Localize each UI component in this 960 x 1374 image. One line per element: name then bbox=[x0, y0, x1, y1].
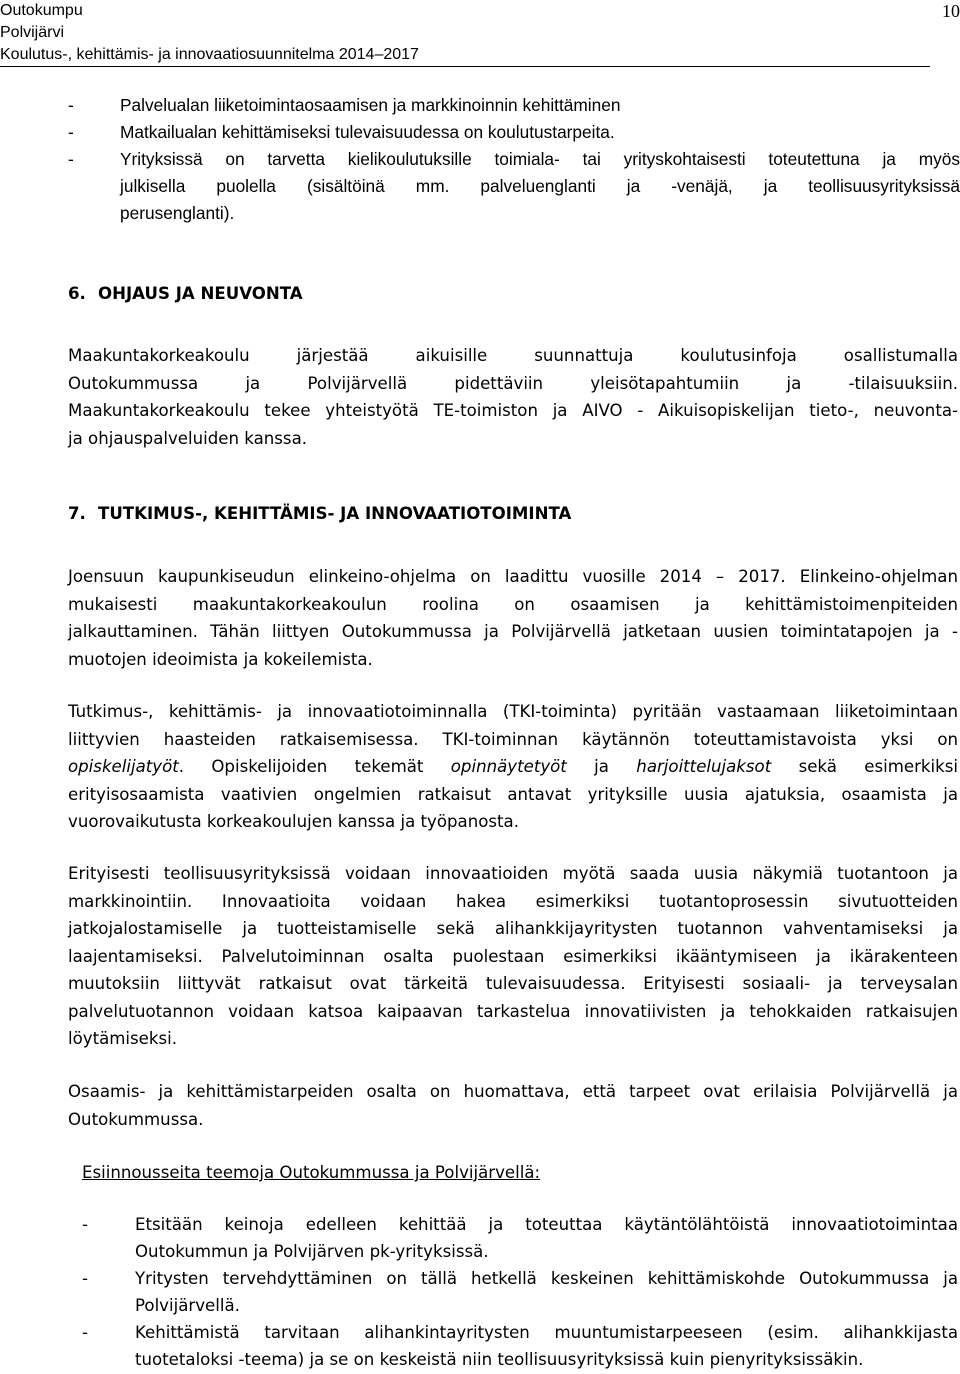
section-number: 6. bbox=[68, 284, 86, 303]
paragraph-line: Tutkimus-, kehittämis- ja innovaatiotoiminnalla (TKI-toiminta) pyritään vastaamaan liiketoimintaan bbox=[68, 702, 958, 721]
section-7-paragraph-2 bbox=[68, 698, 958, 836]
section-heading-7 bbox=[68, 502, 571, 526]
list-item-text: Outokummun ja Polvijärven pk-yrityksissä. bbox=[135, 1242, 489, 1261]
list-dash: - bbox=[68, 149, 74, 169]
section-7-paragraph-1 bbox=[68, 563, 958, 673]
paragraph-line: muutoksiin liittyvät ratkaisut ovat tärkeitä tulevaisuudessa. Erityisesti sosiaali- ja terveysalan bbox=[68, 974, 958, 993]
paragraph-line: Osaamis- ja kehittämistarpeiden osalta on huomattava, että tarpeet ovat erilaisia Polvijärvellä ja bbox=[68, 1082, 958, 1101]
section-title: OHJAUS JA NEUVONTA bbox=[98, 284, 303, 303]
paragraph-line: Maakuntakorkeakoulu tekee yhteistyötä TE-toimiston ja AIVO - Aikuisopiskelijan tieto-, neuvonta- bbox=[68, 401, 958, 420]
list-item bbox=[68, 119, 960, 146]
paragraph-line: liittyvien haasteiden ratkaisemisessa. TKI-toiminnan käytännön toteuttamistavoista yksi on bbox=[68, 729, 958, 749]
header-divider bbox=[0, 66, 930, 67]
themes-list bbox=[82, 1211, 958, 1373]
list-item-text: Kehittämistä tarvitaan alihankintayritysten muuntumistarpeeseen (esim. alihankkijasta bbox=[135, 1323, 958, 1342]
paragraph-line: Outokummussa ja Polvijärvellä pidettäviin yleisötapahtumiin ja -tilaisuuksiin. bbox=[68, 373, 958, 393]
paragraph-line: mukaisesti maakuntakorkeakoulun roolina on osaamisen ja kehittämistoimenpiteiden bbox=[68, 594, 958, 614]
list-item-text: Etsitään keinoja edelleen kehittää ja toteuttaa käytäntölähtöistä innovaatiotoimintaa bbox=[135, 1215, 958, 1234]
list-dash: - bbox=[68, 122, 74, 142]
list-item bbox=[82, 1211, 958, 1265]
section-title: TUTKIMUS-, KEHITTÄMIS- JA INNOVAATIOTOIMINTA bbox=[98, 504, 572, 523]
paragraph-line: löytämiseksi. bbox=[68, 1029, 178, 1048]
paragraph-line: Joensuun kaupunkiseudun elinkeino-ohjelma on laadittu vuosille 2014 – 2017. Elinkeino-ohjelman bbox=[68, 567, 958, 586]
list-item-text: Palvelualan liiketoimintaosaamisen ja markkinoinnin kehittäminen bbox=[120, 95, 621, 115]
italic-term: opiskelijatyöt bbox=[68, 757, 179, 776]
section-6-paragraph bbox=[68, 342, 958, 452]
italic-term: opinnäytetyöt bbox=[450, 757, 567, 776]
list-item-text: Matkailualan kehittämiseksi tulevaisuudessa on koulutustarpeita. bbox=[120, 122, 615, 142]
list-item bbox=[82, 1319, 958, 1373]
italic-term: harjoittelujaksot bbox=[636, 757, 772, 776]
text-run: sekä esimerkiksi bbox=[771, 757, 958, 776]
paragraph-line: vuorovaikutusta korkeakoulujen kanssa ja työpanosta. bbox=[68, 812, 519, 831]
themes-subheading: Esiinnousseita teemoja Outokummussa ja Polvijärvellä: bbox=[82, 1163, 541, 1182]
list-item-text: Polvijärvellä. bbox=[135, 1296, 240, 1315]
list-item-text: Yrityksissä on tarvetta kielikoulutuksille toimiala- tai yrityskohtaisesti toteutettuna ja myös bbox=[120, 149, 960, 169]
list-item bbox=[68, 146, 960, 227]
paragraph-line: palvelutuotannon voidaan katsoa kaipaavan tarkastelua innovatiivisten ja tehokkaiden ratkaisujen bbox=[68, 1001, 958, 1021]
header-organization: Outokumpu bbox=[0, 2, 83, 19]
paragraph-line: ja ohjauspalveluiden kanssa. bbox=[68, 428, 308, 448]
list-item-text: julkisella puolella (sisältöinä mm. palveluenglanti ja -venäjä, ja teollisuusyrityksissä bbox=[120, 176, 960, 196]
list-item bbox=[68, 92, 960, 119]
header-document-title: Koulutus-, kehittämis- ja innovaatiosuunnitelma 2014–2017 bbox=[0, 46, 419, 63]
section-7-paragraph-3 bbox=[68, 860, 958, 1053]
section-heading-6 bbox=[68, 282, 303, 306]
page-number: 10 bbox=[942, 1, 960, 21]
header-municipality: Polvijärvi bbox=[0, 24, 65, 41]
top-bullet-list bbox=[68, 92, 960, 227]
paragraph-line: Outokummussa. bbox=[68, 1109, 204, 1129]
paragraph-line-mixed bbox=[68, 753, 958, 781]
paragraph-line: erityisosaamista vaativien ongelmien ratkaisut antavat yrityksille uusia ajatuksia, osaamista ja bbox=[68, 784, 958, 804]
section-7-paragraph-4 bbox=[68, 1078, 958, 1133]
text-run: . Opiskelijoiden tekemät bbox=[178, 757, 451, 776]
paragraph-line: jatkojalostamiselle ja tuotteistamiselle sekä alihankkijayritysten tuotannon vahventamiseksi ja bbox=[68, 919, 958, 938]
page-header bbox=[0, 0, 960, 70]
list-dash: - bbox=[82, 1215, 88, 1234]
paragraph-line: markkinointiin. Innovaatioita voidaan hakea esimerkiksi tuotantoprosessin sivutuotteiden bbox=[68, 891, 958, 911]
paragraph-line: Erityisesti teollisuusyrityksissä voidaan innovaatioiden myötä saada uusia näkymiä tuotantoon ja bbox=[68, 864, 958, 883]
list-item bbox=[82, 1265, 958, 1319]
list-dash: - bbox=[82, 1269, 88, 1288]
paragraph-line: jalkauttaminen. Tähän liittyen Outokummussa ja Polvijärvellä jatketaan uusien toimintatapojen ja - bbox=[68, 622, 958, 641]
paragraph-line: muotojen ideoimista ja kokeilemista. bbox=[68, 649, 373, 669]
list-item-text: Yritysten tervehdyttäminen on tällä hetkellä keskeinen kehittämiskohde Outokummussa ja bbox=[135, 1269, 958, 1288]
text-run: ja bbox=[566, 757, 637, 776]
list-dash: - bbox=[68, 95, 74, 115]
list-item-text: tuotetaloksi -teema) ja se on keskeistä niin teollisuusyrityksissä kuin pienyrityksissäkin. bbox=[135, 1350, 864, 1369]
section-number: 7. bbox=[68, 504, 86, 523]
list-dash: - bbox=[82, 1323, 88, 1342]
paragraph-line: Maakuntakorkeakoulu järjestää aikuisille suunnattuja koulutusinfoja osallistumalla bbox=[68, 346, 958, 365]
paragraph-line: laajentamiseksi. Palvelutoiminnan osalta puolestaan esimerkiksi ikääntymiseen ja ikärakenteen bbox=[68, 946, 958, 966]
list-item-text: perusenglanti). bbox=[120, 203, 235, 223]
